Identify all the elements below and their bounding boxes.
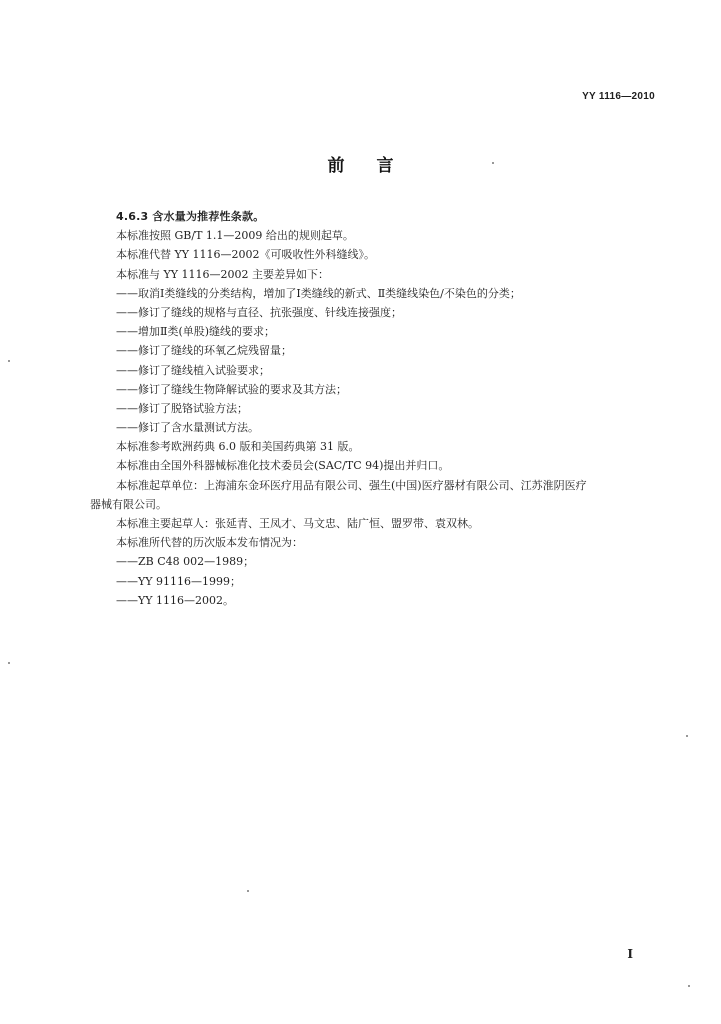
paragraph-line: 本标准与 YY 1116—2002 主要差异如下：: [116, 267, 330, 281]
list-item: ——YY 91116—1999；: [116, 574, 242, 588]
page-title: 前言: [327, 156, 426, 176]
scan-speck: [688, 985, 690, 987]
foreword-body: [90, 207, 660, 610]
clause-note: 4.6.3 含水量为推荐性条款。: [116, 210, 265, 223]
standard-number: YY 1116—2010: [582, 91, 655, 102]
paragraph-line: 本标准按照 GB/T 1.1—2009 给出的规则起草。: [116, 229, 354, 243]
list-item: ——修订了缝线的环氧乙烷残留量；: [116, 344, 292, 358]
paragraph-line: 本标准主要起草人：张延青、王凤才、马文忠、陆广恒、盟罗带、袁双林。: [116, 517, 479, 530]
paragraph-line-wrapped: 器械有限公司。: [90, 497, 167, 511]
list-item: ——修订了含水量测试方法。: [116, 421, 259, 435]
paragraph-line: 本标准所代替的历次版本发布情况为：: [116, 536, 303, 550]
paragraph-line: 本标准代替 YY 1116—2002《可吸收性外科缝线》。: [116, 248, 376, 262]
scan-speck: [8, 662, 10, 664]
paragraph-line: 本标准由全国外科器械标准化技术委员会(SAC/TC 94)提出并归口。: [116, 459, 450, 473]
scan-speck: [8, 360, 10, 362]
list-item: ——ZB C48 002—1989；: [116, 555, 255, 569]
scan-speck: [686, 735, 688, 737]
paragraph-line: 本标准起草单位：上海浦东金环医疗用品有限公司、强生(中国)医疗器材有限公司、江苏淮阴医疗: [116, 478, 587, 492]
list-item: ——YY 1116—2002。: [116, 593, 235, 607]
list-item: ——修订了缝线植入试验要求；: [116, 363, 270, 377]
list-item: ——修订了脱铬试验方法；: [116, 401, 248, 415]
scan-speck: [247, 890, 249, 892]
list-item: ——增加Ⅱ类(单股)缝线的要求；: [116, 325, 276, 339]
list-item: ——取消Ⅰ类缝线的分类结构，增加了Ⅰ类缝线的新式、Ⅱ类缝线染色/不染色的分类；: [116, 286, 521, 300]
scan-speck: [492, 162, 494, 164]
page-number: I: [627, 947, 633, 961]
list-item: ——修订了缝线生物降解试验的要求及其方法；: [116, 382, 347, 396]
paragraph-line: 本标准参考欧洲药典 6.0 版和美国药典第 31 版。: [116, 440, 360, 454]
list-item: ——修订了缝线的规格与直径、抗张强度、针线连接强度；: [116, 305, 402, 319]
